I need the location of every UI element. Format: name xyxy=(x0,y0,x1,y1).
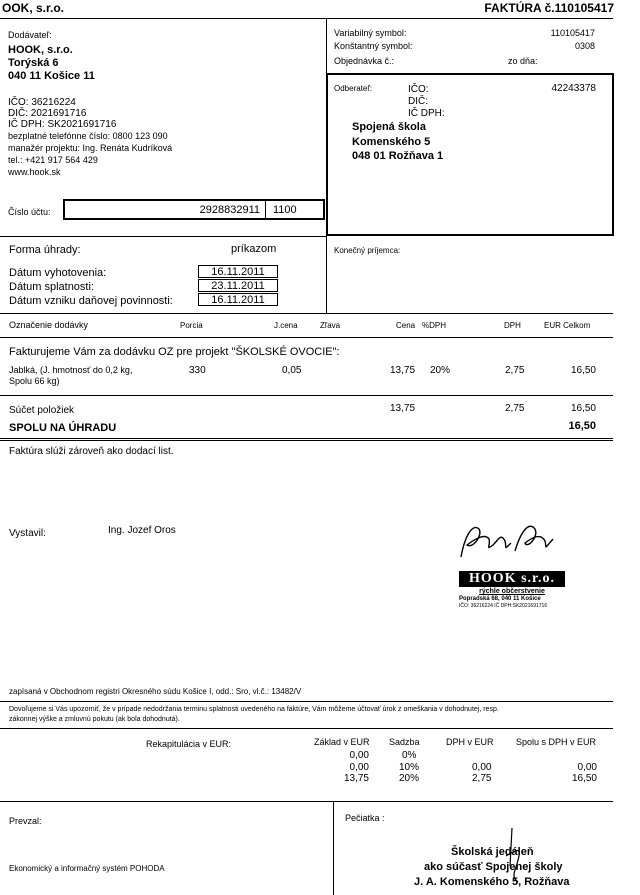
due-date-value: 23.11.2011 xyxy=(198,279,278,292)
stamp-slogan: rýchle občerstvenie xyxy=(479,588,545,595)
table-bottom-rule-double xyxy=(0,440,613,441)
recap-label: Rekapitulácia v EUR: xyxy=(146,739,232,749)
registry-text: zapísaná v Obchodnom registri Okresného súdu Košice I, odd.: Sro, vl.č.: 13482/V xyxy=(9,687,302,696)
col-header-item: Označenie dodávky xyxy=(9,320,89,330)
customer-icdph-label: IČ DPH: xyxy=(408,108,445,119)
item-price: 13,75 xyxy=(390,365,416,376)
sum-price: 13,75 xyxy=(390,403,416,414)
item-unit-price: 0,05 xyxy=(282,365,302,376)
recap-row1-base: 0,00 xyxy=(349,750,369,761)
legal-notice-line1: Dovoľujeme si Vás upozorniť, že v prípade nedodržania terminu splatnosti uvedeného na faktúre, Vám môžeme účtovať úrok z omeškania v dohodnutej, resp. xyxy=(9,706,499,713)
item-qty: 330 xyxy=(189,365,206,376)
supplier-street: Torýská 6 xyxy=(8,57,59,69)
customer-label: Odberateľ: xyxy=(334,84,372,93)
header-divider xyxy=(0,18,613,19)
final-recipient-label: Konečný príjemca: xyxy=(334,246,401,255)
account-label: Číslo účtu: xyxy=(8,207,51,217)
customer-name: Spojená škola xyxy=(352,121,426,133)
footer-divider xyxy=(333,801,334,895)
order-label: Objednávka č.: xyxy=(334,56,395,66)
stamp-label: Pečiatka : xyxy=(345,813,385,823)
school-stamp-line3: J. A. Komenského 5, Rožňava xyxy=(414,876,570,888)
constant-symbol-label: Konštantný symbol: xyxy=(334,41,413,51)
stamp-logo: HOOK s.r.o. xyxy=(459,571,565,587)
constant-symbol-value: 0308 xyxy=(574,41,595,51)
account-number: 2928832911 xyxy=(199,204,260,216)
recap-row3-rate: 20% xyxy=(399,773,420,784)
recap-header-total: Spolu s DPH v EUR xyxy=(516,737,597,747)
tax-date-label: Dátum vzniku daňovej povinnosti: xyxy=(9,295,173,307)
customer-ico-label: IČO: xyxy=(408,84,429,95)
recap-row2-rate: 10% xyxy=(399,762,420,773)
col-header-qty: Porcia xyxy=(180,321,203,330)
issuer-signature-icon xyxy=(455,515,565,565)
invoice-note: Faktúra slúži zároveň ako dodací list. xyxy=(9,446,174,457)
tax-date-value: 16.11.2011 xyxy=(198,293,278,306)
customer-city: 048 01 Rožňava 1 xyxy=(352,150,444,162)
customer-street: Komenského 5 xyxy=(352,136,431,148)
supplier-ico: IČO: 36216224 xyxy=(8,97,76,108)
recap-header-base: Základ v EUR xyxy=(314,737,370,747)
payment-method-label: Forma úhrady: xyxy=(9,244,81,256)
supplier-dic: DIČ: 2021691716 xyxy=(8,108,87,119)
variable-symbol-label: Variabilný symbol: xyxy=(334,28,407,38)
legal-notice-line2: zákonnej výške a zmluvnú pokutu (ak bola dohodnutá). xyxy=(9,716,180,723)
sum-label: Súčet položiek xyxy=(9,405,75,416)
account-separator xyxy=(265,201,266,218)
item-vat: 2,75 xyxy=(505,365,525,376)
stamp-address: Popradská 68, 040 11 Košice xyxy=(459,596,541,602)
company-short-name: OOK, s.r.o. xyxy=(2,1,65,15)
sum-total: 16,50 xyxy=(570,403,596,414)
issuer-label: Vystavil: xyxy=(9,528,46,539)
col-header-vat-pct: %DPH xyxy=(422,321,447,330)
order-date-label: zo dňa: xyxy=(508,56,538,66)
table-intro: Fakturujeme Vám za dodávku OZ pre projekt "ŠKOLSKÉ OVOCIE": xyxy=(9,346,340,358)
system-name: Ekonomický a informačný systém POHODA xyxy=(9,864,165,873)
payment-divider xyxy=(0,236,326,237)
sum-vat: 2,75 xyxy=(505,403,525,414)
recap-row1-rate: 0% xyxy=(402,750,417,761)
supplier-name: HOOK, s.r.o. xyxy=(8,44,73,56)
pay-total-label: SPOLU NA ÚHRADU xyxy=(9,422,117,434)
account-bank-code: 1100 xyxy=(273,204,297,216)
invoice-title: FAKTÚRA č.110105417 xyxy=(484,1,614,15)
supplier-phone-free: bezplatné telefónne číslo: 0800 123 090 xyxy=(8,131,168,141)
recap-row2-total: 0,00 xyxy=(577,762,597,773)
item-total: 16,50 xyxy=(570,365,596,376)
supplier-city: 040 11 Košice 11 xyxy=(8,70,95,82)
issuer-name: Ing. Jozef Oros xyxy=(108,525,176,536)
table-top-rule xyxy=(0,313,613,314)
table-header-rule xyxy=(0,337,613,338)
col-header-discount: Zľava xyxy=(320,321,341,330)
supplier-icdph: IČ DPH: SK2021691716 xyxy=(8,119,117,130)
footer-top-rule xyxy=(0,801,613,802)
col-header-unit-price: J.cena xyxy=(274,321,298,330)
recap-row3-total: 16,50 xyxy=(571,773,597,784)
table-sum-rule xyxy=(0,395,613,396)
col-header-vat: DPH xyxy=(504,321,521,330)
supplier-web: www.hook.sk xyxy=(8,167,61,177)
supplier-label: Dodávateľ: xyxy=(8,30,52,40)
recap-row3-base: 13,75 xyxy=(343,773,369,784)
issued-date-label: Dátum vyhotovenia: xyxy=(9,267,107,279)
item-description-line1: Jablká, (J. hmotnosť do 0,2 kg, xyxy=(9,365,133,375)
recap-header-rate: Sadzba xyxy=(389,737,420,747)
received-by-label: Prevzal: xyxy=(9,816,42,826)
recap-row2-base: 0,00 xyxy=(349,762,369,773)
variable-symbol-value: 110105417 xyxy=(550,28,595,38)
legal-rule xyxy=(0,701,613,702)
issued-date-value: 16.11.2011 xyxy=(198,265,278,278)
recap-top-rule xyxy=(0,728,613,729)
supplier-tel: tel.: +421 917 564 429 xyxy=(8,155,98,165)
stamp-ids: IČO: 36216224 IČ DPH:SK2021691716 xyxy=(459,603,548,609)
customer-box xyxy=(326,73,614,236)
table-bottom-rule xyxy=(0,438,613,439)
supplier-manager: manažér projektu: Ing. Renáta Kudríková xyxy=(8,143,173,153)
item-description-line2: Spolu 66 kg) xyxy=(9,376,60,386)
col-header-total: EUR Celkom xyxy=(544,321,591,330)
account-box xyxy=(63,199,325,220)
col-header-price: Cena xyxy=(396,321,416,330)
school-stamp-line1: Školská jedáleň xyxy=(451,846,534,858)
recap-row2-vat: 0,00 xyxy=(472,762,492,773)
customer-ico-value: 42243378 xyxy=(551,83,596,94)
item-vat-pct: 20% xyxy=(430,365,451,376)
pay-total-value: 16,50 xyxy=(568,420,596,432)
customer-dic-label: DIČ: xyxy=(408,96,428,107)
school-stamp-line2: ako súčasť Spojenej školy xyxy=(424,861,563,873)
payment-method-value: príkazom xyxy=(231,243,277,255)
recap-row3-vat: 2,75 xyxy=(472,773,492,784)
recap-header-vat: DPH v EUR xyxy=(446,737,494,747)
due-date-label: Dátum splatnosti: xyxy=(9,281,94,293)
